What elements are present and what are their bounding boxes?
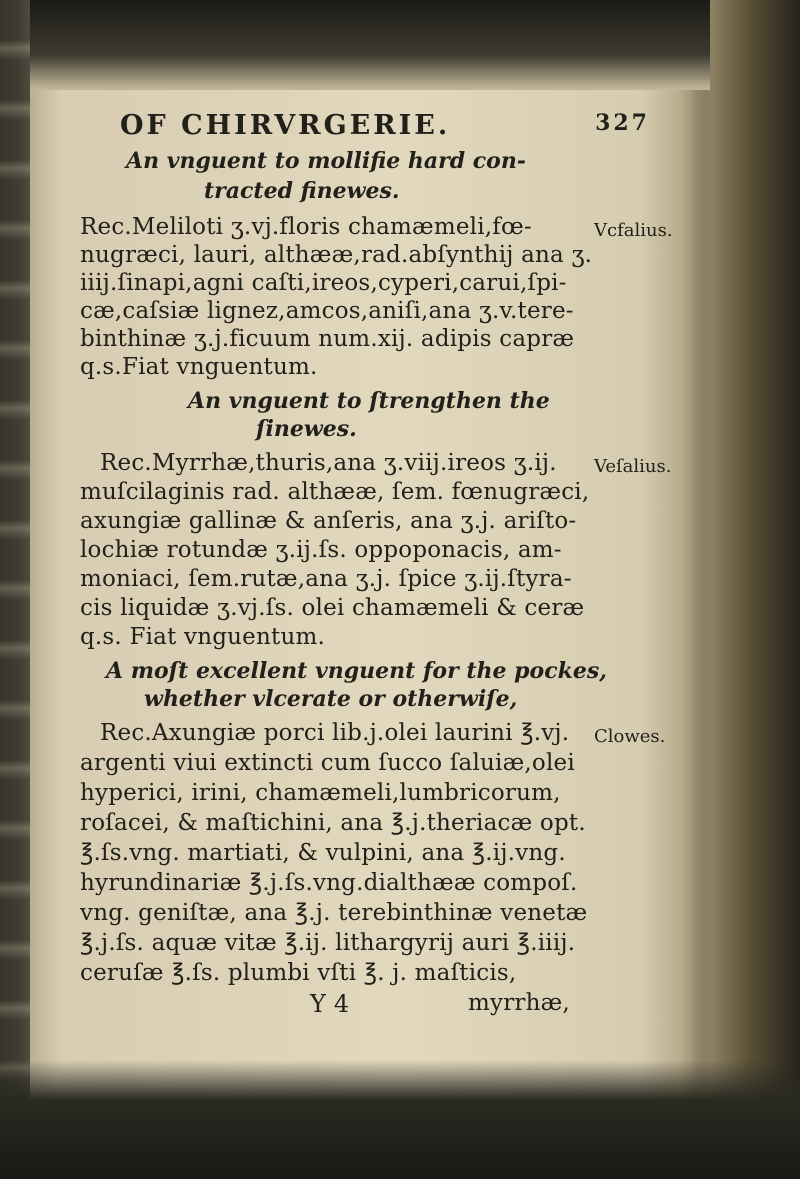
section-heading: tracted finewes. xyxy=(204,178,400,204)
text-line: hyperici, irini, chamæmeli,lumbricorum, xyxy=(80,780,561,806)
text-line: roſacei, & maſtichini, ana ℥.j.theriacæ opt. xyxy=(80,810,586,836)
text-line: q.s.Fiat vnguentum. xyxy=(80,354,318,380)
text-line: axungiæ gallinæ & anſeris, ana ʒ.j. ariſto- xyxy=(80,508,577,534)
text-line: cæ,caſsiæ lignez,amcos,aniſi,ana ʒ.v.tere- xyxy=(80,298,574,324)
section-heading: ſinewes. xyxy=(256,416,357,442)
text-line: Rec.Meliloti ʒ.vj.floris chamæmeli,fœ- xyxy=(80,214,532,240)
top-shadow xyxy=(30,0,710,90)
margin-note: Vcfalius. xyxy=(594,220,673,241)
section-heading: whether vlcerate or otherwiſe, xyxy=(144,686,518,712)
margin-note: Clowes. xyxy=(594,726,666,747)
book-spine-edge xyxy=(0,0,30,1179)
text-line: nugræci, lauri, althææ,rad.abſynthij ana ʒ. xyxy=(80,242,593,268)
section-heading: An vnguent to ſtrengthen the xyxy=(188,388,550,414)
text-line: muſcilaginis rad. althææ, ſem. fœnugræci, xyxy=(80,479,590,505)
text-line: ceruſæ ℥.ſs. plumbi vſti ℥. j. maſticis, xyxy=(80,960,517,986)
section-heading: An vnguent to mollifie hard con- xyxy=(126,148,526,174)
text-line: cis liquidæ ʒ.vj.ſs. olei chamæmeli & ceræ xyxy=(80,595,585,621)
signature-mark: Y 4 xyxy=(310,990,350,1018)
text-line: lochiæ rotundæ ʒ.ij.ſs. oppoponacis, am- xyxy=(80,537,562,563)
text-line: vng. geniſtæ, ana ℥.j. terebinthinæ venetæ xyxy=(80,900,588,926)
text-line: ℥.ſs.vng. martiati, & vulpini, ana ℥.ij.vng. xyxy=(80,840,566,866)
running-title: OF CHIRVRGERIE. xyxy=(120,110,451,141)
book-page xyxy=(40,110,680,1060)
section-heading: A moſt excellent vnguent for the pockes, xyxy=(106,658,607,684)
text-line: iiij.ſinapi,agni caſti,ireos,cyperi,carui,ſpi- xyxy=(80,270,567,296)
margin-note: Veſalius. xyxy=(594,456,672,477)
text-line: Rec.Myrrhæ,thuris,ana ʒ.viij.ireos ʒ.ij. xyxy=(100,450,557,476)
text-line: ℥.j.ſs. aquæ vitæ ℥.ij. lithargyrij auri ℥.iiij. xyxy=(80,930,576,956)
catchword: myrrhæ, xyxy=(468,990,570,1016)
text-line: hyrundinariæ ℥.j.ſs.vng.dialthææ compoſ. xyxy=(80,870,578,896)
text-line: argenti viui extincti cum ſucco ſaluiæ,olei xyxy=(80,750,575,776)
bottom-shadow xyxy=(0,1060,800,1179)
page-fore-edge xyxy=(690,0,800,1179)
text-line: binthinæ ʒ.j.ficuum num.xij. adipis capræ xyxy=(80,326,575,352)
page-number: 327 xyxy=(595,110,650,136)
text-line: q.s. Fiat vnguentum. xyxy=(80,624,325,650)
text-line: moniaci, ſem.rutæ,ana ʒ.j. ſpice ʒ.ij.ſtyra- xyxy=(80,566,572,592)
text-line: Rec.Axungiæ porci lib.j.olei laurini ℥.vj. xyxy=(100,720,570,746)
